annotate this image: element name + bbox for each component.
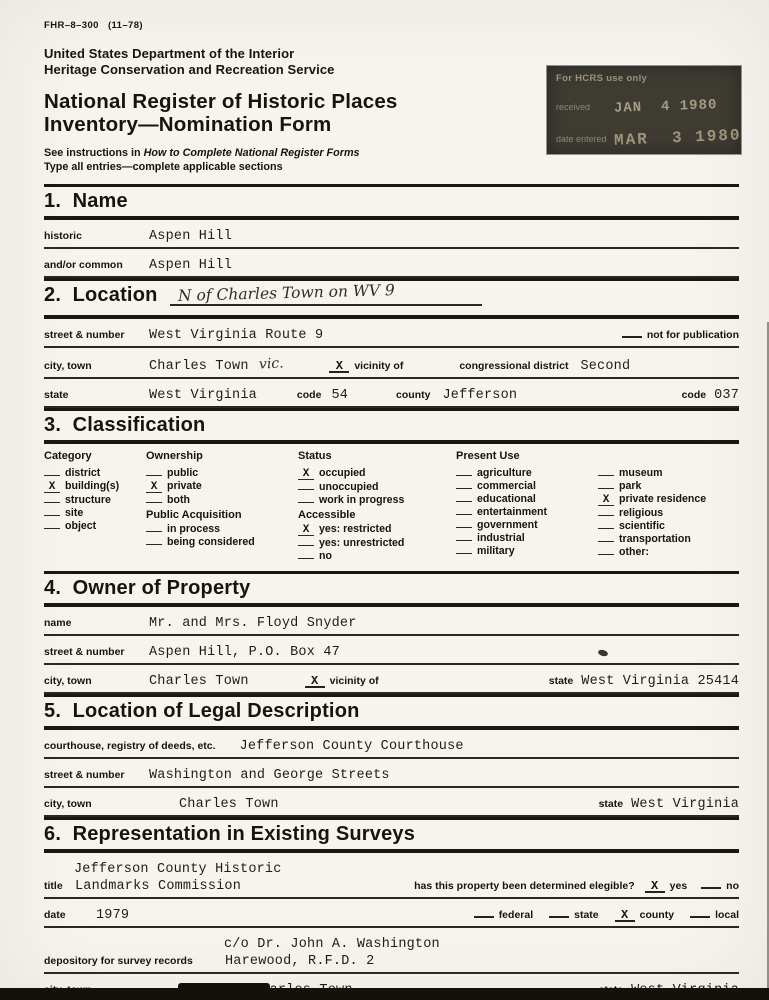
checkbox-yes-unrestricted	[298, 537, 456, 549]
checkbox-mark: X	[298, 470, 314, 480]
checkbox-mark	[44, 475, 60, 476]
common-label: and/or common	[44, 258, 123, 271]
checkbox-buildings	[44, 480, 146, 493]
checkbox-label: unoccupied	[319, 480, 379, 493]
location-handwritten-note	[170, 280, 482, 306]
present-use-header: Present Use	[456, 449, 520, 462]
checkbox-mark	[44, 528, 60, 529]
checkbox-label: federal	[498, 908, 534, 921]
checkbox-mark	[690, 916, 710, 918]
checkbox-museum	[598, 467, 739, 479]
field-city-town	[44, 348, 739, 379]
county-code-group	[682, 388, 739, 403]
field-and-or-common	[44, 249, 739, 278]
form-number: FHR–8–300 (11–78)	[44, 20, 143, 31]
street-value: Aspen Hill, P.O. Box 47	[149, 644, 340, 660]
dept-line-1: United States Department of the Interior	[44, 46, 295, 61]
checkbox-label: district	[65, 466, 101, 479]
state-label: state	[598, 797, 624, 810]
checkbox-label: public	[167, 466, 199, 479]
checkbox-occupied	[298, 467, 456, 480]
checkbox-mark	[146, 502, 162, 503]
code-label: code	[296, 388, 322, 401]
eligibility-group	[414, 880, 739, 893]
checkbox-park	[598, 480, 739, 492]
checkbox-label: no	[319, 549, 332, 562]
checkbox-mark	[456, 540, 472, 541]
checkbox-label: local	[715, 908, 739, 921]
field-owner-street	[44, 636, 739, 665]
section-4-heading: 4. Owner of Property	[44, 576, 251, 599]
checkbox-label: commercial	[477, 479, 536, 492]
courthouse-value: Jefferson County Courthouse	[239, 738, 464, 754]
section-3-heading: 3. Classification	[44, 413, 206, 436]
checkbox-mark	[456, 501, 472, 502]
checkbox-mark	[598, 475, 614, 476]
checkbox-mark	[598, 541, 614, 542]
eligible-question: has this property been determined elegible?	[414, 879, 635, 892]
field-street-number	[44, 319, 739, 348]
common-value: Aspen Hill	[149, 257, 233, 273]
checkbox-mark	[146, 475, 162, 476]
checkbox-eligible-no	[701, 887, 721, 889]
dept-line-2: Heritage Conservation and Recreation Service	[44, 62, 335, 78]
state-label: state	[548, 674, 574, 687]
checkbox-religious	[598, 507, 739, 519]
checkbox-label: religious	[619, 506, 664, 519]
instructions-line-2: Type all entries—complete applicable sections	[44, 161, 283, 174]
field-owner-city	[44, 665, 739, 694]
survey-level-group	[474, 909, 739, 922]
section-6-heading: 6. Representation in Existing Surveys	[44, 822, 416, 845]
checkbox-both	[146, 494, 298, 506]
checkbox-label: in process	[167, 522, 220, 535]
city-label: city, town	[44, 674, 92, 687]
section-5-heading: 5. Location of Legal Description	[44, 699, 360, 722]
checkbox-label: private	[167, 479, 202, 492]
checkbox-label: being considered	[167, 535, 255, 548]
checkbox-mark: X	[598, 496, 614, 506]
checkbox-district	[44, 467, 146, 479]
checkbox-work-in-progress	[298, 494, 456, 506]
section-2-header	[44, 278, 739, 319]
checkbox-mark: X	[298, 526, 314, 536]
checkbox-state	[549, 909, 599, 921]
date-entered-stamp: MAR 3 1980	[613, 126, 742, 150]
checkbox-mark	[298, 502, 314, 503]
code2-value: 037	[714, 387, 739, 403]
checkbox-label: county	[639, 908, 675, 921]
section-1-heading: 1. Name	[44, 189, 128, 212]
checkbox-mark	[44, 515, 60, 516]
form-title-line-1: National Register of Historic Places	[44, 89, 398, 113]
handwriting-text: N of Charles Town on WV 9	[177, 280, 395, 305]
city-value: Charles Town	[149, 358, 249, 374]
checkbox-mark	[456, 475, 472, 476]
instructions-line-1: See instructions in How to Complete National Register Forms	[44, 147, 360, 160]
name-value: Mr. and Mrs. Floyd Snyder	[149, 615, 357, 631]
checkbox-agriculture	[456, 467, 598, 479]
state-label: state	[44, 388, 69, 401]
field-survey-date	[44, 899, 739, 928]
checkbox-mark	[598, 488, 614, 489]
depository-pre-value: c/o Dr. John A. Washington	[224, 936, 440, 952]
classification-columns	[44, 444, 739, 571]
checkbox-mark	[298, 489, 314, 490]
date-label: date	[44, 908, 66, 921]
checkbox-scientific	[598, 520, 739, 532]
county-value: Jefferson	[442, 387, 518, 403]
title-value: Landmarks Commission	[75, 878, 242, 894]
stamp-received-line	[556, 96, 732, 117]
received-label: received	[556, 101, 591, 112]
hcrs-stamp	[547, 66, 741, 154]
checkbox-label: other:	[619, 545, 650, 558]
present-use-column-b	[598, 450, 739, 563]
checkbox-federal	[474, 909, 533, 921]
section-6-header	[44, 817, 739, 853]
category-header: Category	[44, 449, 92, 462]
checkbox-mark: X	[146, 483, 162, 493]
section-1-header	[44, 184, 739, 220]
checkbox-label: transportation	[619, 532, 691, 545]
checkbox-label: building(s)	[65, 479, 120, 492]
date-entered-label: date entered	[556, 134, 607, 144]
checkbox-mark	[456, 553, 472, 554]
checkbox-label: structure	[65, 493, 111, 506]
checkbox-mark	[298, 545, 314, 546]
historic-value: Aspen Hill	[149, 228, 233, 244]
street-value: Washington and George Streets	[149, 767, 390, 783]
congressional-district-value: Second	[580, 358, 631, 374]
checkbox-mark	[456, 488, 472, 489]
checkbox-mark	[549, 916, 569, 918]
checkbox-object	[44, 520, 146, 532]
owner-state-group	[549, 674, 739, 689]
accessible-header: Accessible	[298, 508, 356, 521]
checkbox-label: occupied	[319, 466, 366, 479]
not-for-publication-group	[622, 329, 739, 341]
checkbox-label: site	[65, 506, 84, 519]
field-legal-street	[44, 759, 739, 788]
checkbox-mark	[146, 531, 162, 532]
title-label: title	[44, 879, 63, 892]
field-courthouse	[44, 730, 739, 759]
street-label: street & number	[44, 645, 125, 658]
instructions-manual-title: How to Complete National Register Forms	[143, 147, 360, 160]
form-title-line-2: Inventory—Nomination Form	[44, 113, 332, 137]
checkbox-mark	[456, 514, 472, 515]
checkbox-county	[615, 909, 674, 922]
checkbox-eligible-yes: X	[645, 881, 665, 893]
checkbox-label: state	[574, 908, 599, 921]
checkbox-being-considered	[146, 536, 298, 548]
checkbox-local	[690, 909, 739, 921]
city-value: Charles Town	[149, 673, 249, 689]
name-label: name	[44, 616, 72, 629]
congressional-district-label: congressional district	[459, 359, 569, 372]
checkbox-label: scientific	[619, 519, 665, 532]
checkbox-label: both	[167, 493, 190, 506]
checkbox-military	[456, 545, 598, 557]
ownership-header: Ownership	[146, 449, 203, 462]
checkbox-label: object	[65, 519, 97, 532]
checkbox-government	[456, 519, 598, 531]
checkbox-in-process	[146, 523, 298, 535]
historic-label: historic	[44, 229, 82, 242]
checkbox-label: museum	[619, 466, 663, 479]
category-column	[44, 450, 146, 563]
checkbox-mark: X	[615, 910, 635, 922]
date-value: 1979	[96, 907, 130, 923]
checkbox-industrial	[456, 532, 598, 544]
checkbox-label: yes: restricted	[319, 522, 392, 535]
status-column	[298, 450, 456, 563]
checkbox-label: entertainment	[477, 505, 548, 518]
checkbox-entertainment	[456, 506, 598, 518]
section-2-heading: 2. Location	[44, 283, 158, 306]
present-use-header-spacer	[598, 450, 739, 465]
checkbox-yes-restricted	[298, 523, 456, 536]
street-label: street & number	[44, 768, 125, 781]
vicinity-label: vicinity of	[329, 674, 379, 687]
checkbox-site	[44, 507, 146, 519]
eligible-yes-label: yes	[669, 879, 688, 892]
depository-value: Harewood, R.F.D. 2	[225, 953, 375, 969]
checkbox-no	[298, 550, 456, 562]
survey-title-pre-value: Jefferson County Historic	[74, 861, 282, 877]
city-label: city, town	[44, 359, 92, 372]
field-owner-name	[44, 607, 739, 636]
survey-title-line-1	[44, 853, 739, 877]
section-4-header	[44, 571, 739, 607]
scan-bottom-edge	[0, 988, 769, 1000]
state-value: West Virginia 25414	[581, 673, 739, 689]
checkbox-mark: X	[44, 483, 60, 493]
checkbox-mark	[474, 916, 494, 918]
state-value: West Virginia	[631, 796, 739, 812]
street-label: street & number	[44, 328, 125, 341]
street-value: West Virginia Route 9	[149, 327, 324, 343]
checkbox-label: agriculture	[477, 466, 532, 479]
code2-label: code	[681, 388, 707, 401]
checkbox-mark	[598, 554, 614, 555]
stamp-header: For HCRS use only	[556, 73, 648, 84]
checkbox-label: government	[477, 518, 538, 531]
vicinity-label: vicinity of	[354, 359, 404, 372]
courthouse-label: courthouse, registry of deeds, etc.	[44, 739, 216, 752]
checkbox-vicinity: X	[329, 361, 349, 373]
checkbox-mark	[456, 527, 472, 528]
checkbox-transportation	[598, 533, 739, 545]
checkbox-vicinity-owner: X	[305, 676, 325, 688]
stamp-entered-line	[556, 126, 742, 150]
public-acquisition-header: Public Acquisition	[146, 508, 242, 521]
state-value: West Virginia	[149, 387, 257, 403]
checkbox-mark	[598, 515, 614, 516]
county-label: county	[396, 388, 431, 401]
checkbox-label: military	[477, 544, 515, 557]
checkbox-other	[598, 546, 739, 558]
field-legal-city	[44, 788, 739, 817]
checkbox-not-for-publication	[622, 336, 642, 338]
field-historic	[44, 220, 739, 249]
section-5-header	[44, 694, 739, 730]
present-use-column-a	[456, 450, 598, 563]
city-handwritten-note: vic.	[258, 354, 284, 373]
ownership-column	[146, 450, 298, 563]
checkbox-educational	[456, 493, 598, 505]
checkbox-mark	[298, 558, 314, 559]
city-label: city, town	[44, 797, 92, 810]
checkbox-private	[146, 480, 298, 493]
received-date-stamp: JAN 4 1980	[613, 96, 718, 117]
checkbox-mark	[44, 502, 60, 503]
depository-line-1	[44, 928, 739, 952]
checkbox-public	[146, 467, 298, 479]
field-survey-title	[44, 877, 739, 899]
checkbox-private-residence	[598, 493, 739, 506]
depository-label: depository for survey records	[44, 954, 193, 967]
eligible-no-label: no	[726, 879, 739, 892]
checkbox-unoccupied	[298, 481, 456, 493]
legal-state-group	[599, 797, 739, 812]
section-3-header	[44, 408, 739, 444]
field-state	[44, 379, 739, 408]
field-depository	[44, 952, 739, 974]
city-value: Charles Town	[179, 796, 279, 812]
checkbox-label: work in progress	[319, 493, 405, 506]
code-value: 54	[331, 387, 349, 403]
not-for-publication-label: not for publication	[646, 328, 739, 341]
status-header: Status	[298, 449, 332, 462]
checkbox-mark	[146, 544, 162, 545]
checkbox-mark	[598, 528, 614, 529]
checkbox-commercial	[456, 480, 598, 492]
checkbox-label: industrial	[477, 531, 525, 544]
checkbox-label: yes: unrestricted	[319, 536, 405, 549]
checkbox-label: park	[619, 479, 642, 492]
checkbox-label: educational	[477, 492, 536, 505]
checkbox-label: private residence	[619, 492, 707, 505]
checkbox-structure	[44, 494, 146, 506]
